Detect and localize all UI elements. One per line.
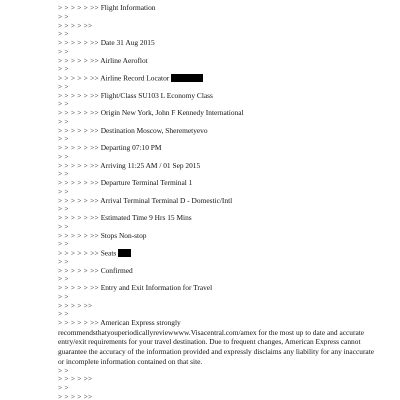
quoted-line	[58, 302, 380, 310]
line-text: Arrival Terminal Terminal D - Domestic/Intl	[100, 196, 233, 205]
quote-marker: > > > > > >>	[58, 284, 99, 292]
quoted-line	[58, 30, 380, 38]
quoted-line	[58, 293, 380, 301]
line-text: Estimated Time 9 Hrs 15 Mins	[100, 214, 192, 222]
quoted-line	[58, 65, 380, 73]
quote-marker: > > > > >>	[58, 301, 93, 310]
quote-marker: > > > > > >>	[58, 161, 99, 170]
quote-marker: > >	[58, 275, 69, 284]
redaction-bar	[118, 249, 131, 257]
quote-marker: > > > > > >>	[58, 126, 99, 135]
line-text: Departing 07:10 PM	[100, 144, 162, 152]
quote-marker: > >	[58, 240, 69, 249]
quoted-line	[58, 249, 380, 257]
quote-marker: > > > > > >>	[58, 319, 99, 327]
quote-marker: > >	[58, 384, 69, 393]
quote-marker: > >	[58, 65, 69, 74]
quote-marker: > > > > > >>	[58, 91, 99, 100]
quote-marker: > >	[58, 205, 69, 214]
quoted-line	[58, 144, 380, 152]
quote-marker: > >	[58, 47, 69, 56]
quote-marker: > >	[58, 366, 69, 375]
line-text: Seats	[100, 249, 117, 257]
line-text: Flight Information	[100, 4, 156, 12]
quote-marker: > >	[58, 257, 69, 266]
quoted-line	[58, 214, 380, 222]
quoted-line	[58, 310, 380, 318]
quote-marker: > > > > > >>	[58, 231, 99, 240]
quoted-line	[58, 170, 380, 178]
redaction-bar	[171, 74, 203, 82]
quoted-line	[58, 384, 380, 392]
quoted-line	[58, 197, 380, 205]
quote-marker: > > > > >>	[58, 392, 93, 400]
quoted-line	[58, 48, 380, 56]
quote-marker: > > > > >>	[58, 21, 93, 30]
quoted-line	[58, 367, 380, 375]
quote-marker: > >	[58, 187, 69, 196]
quote-marker: > >	[58, 12, 69, 21]
quote-marker: > >	[58, 292, 69, 301]
quoted-line	[58, 127, 380, 135]
quoted-line	[58, 92, 380, 100]
quote-marker: > > > > > >>	[58, 249, 99, 257]
line-text: Origin New York, John F Kennedy International	[100, 109, 244, 117]
line-text: Destination Moscow, Sheremetyevo	[100, 126, 208, 135]
quote-marker: > > > > > >>	[58, 266, 99, 275]
quote-marker: > > > > > >>	[58, 74, 99, 82]
quoted-line	[58, 83, 380, 91]
quoted-line	[58, 232, 380, 240]
line-text: Airline Record Locator	[100, 74, 170, 82]
quoted-line	[58, 284, 380, 292]
quoted-line	[58, 39, 380, 47]
quote-marker: > > > > > >>	[58, 214, 99, 222]
quoted-line	[58, 4, 380, 12]
quote-marker: > > > > > >>	[58, 56, 99, 65]
quoted-line	[58, 375, 380, 383]
disclaimer-paragraph: recommendsthatyouperiodicallyreviewwww.Visacentral.com/amex for the most up to date and accurate entry/exit requirements for your travel destination. Due to frequent changes, American Express cannot guarantee the accuracy of the information provided and expressly disclaims any liability for any inaccurate or incomplete information contained on that site.	[58, 327, 375, 366]
quoted-line	[58, 13, 380, 21]
quoted-line	[58, 57, 380, 65]
quote-marker: > >	[58, 135, 69, 144]
quoted-line	[58, 179, 380, 187]
quote-marker: > >	[58, 117, 69, 126]
quoted-line	[58, 109, 380, 117]
line-text: Date 31 Aug 2015	[100, 39, 155, 47]
quoted-line	[58, 275, 380, 283]
quoted-line	[58, 74, 380, 82]
quoted-line	[58, 205, 380, 213]
quoted-line	[58, 258, 380, 266]
line-text: Flight/Class SU103 L Economy Class	[100, 91, 213, 100]
quote-marker: > >	[58, 222, 69, 231]
quote-marker: > >	[58, 82, 69, 91]
quoted-line	[58, 135, 380, 143]
line-text: Stops Non-stop	[100, 231, 147, 240]
quoted-line	[58, 162, 380, 170]
quoted-line	[58, 100, 380, 108]
quote-marker: > >	[58, 30, 69, 39]
quoted-line	[58, 223, 380, 231]
quote-marker: > > > > > >>	[58, 4, 99, 12]
quoted-line	[58, 188, 380, 196]
line-text: Airline Aeroflot	[100, 56, 148, 65]
quoted-line	[58, 393, 380, 400]
quote-marker: > > > > > >>	[58, 196, 99, 205]
quote-marker: > >	[58, 170, 69, 179]
quoted-line	[58, 22, 380, 30]
quote-marker: > > > > > >>	[58, 179, 99, 187]
quote-marker: > >	[58, 100, 69, 109]
line-text: Departure Terminal Terminal 1	[100, 179, 193, 187]
line-text: Confirmed	[100, 266, 133, 275]
quote-marker: > >	[58, 152, 69, 161]
quote-marker: > > > > > >>	[58, 144, 99, 152]
line-text: American Express strongly	[100, 319, 181, 327]
line-text: Entry and Exit Information for Travel	[100, 284, 213, 292]
line-text: Arriving 11:25 AM / 01 Sep 2015	[100, 161, 201, 170]
quoted-line	[58, 118, 380, 126]
quoted-line	[58, 319, 380, 327]
quote-marker: > > > > >>	[58, 375, 93, 384]
quoted-line	[58, 267, 380, 275]
quote-marker: > >	[58, 310, 69, 319]
quoted-line	[58, 153, 380, 161]
quote-marker: > > > > > >>	[58, 109, 99, 117]
quote-marker: > > > > > >>	[58, 39, 99, 47]
quoted-line	[58, 240, 380, 248]
